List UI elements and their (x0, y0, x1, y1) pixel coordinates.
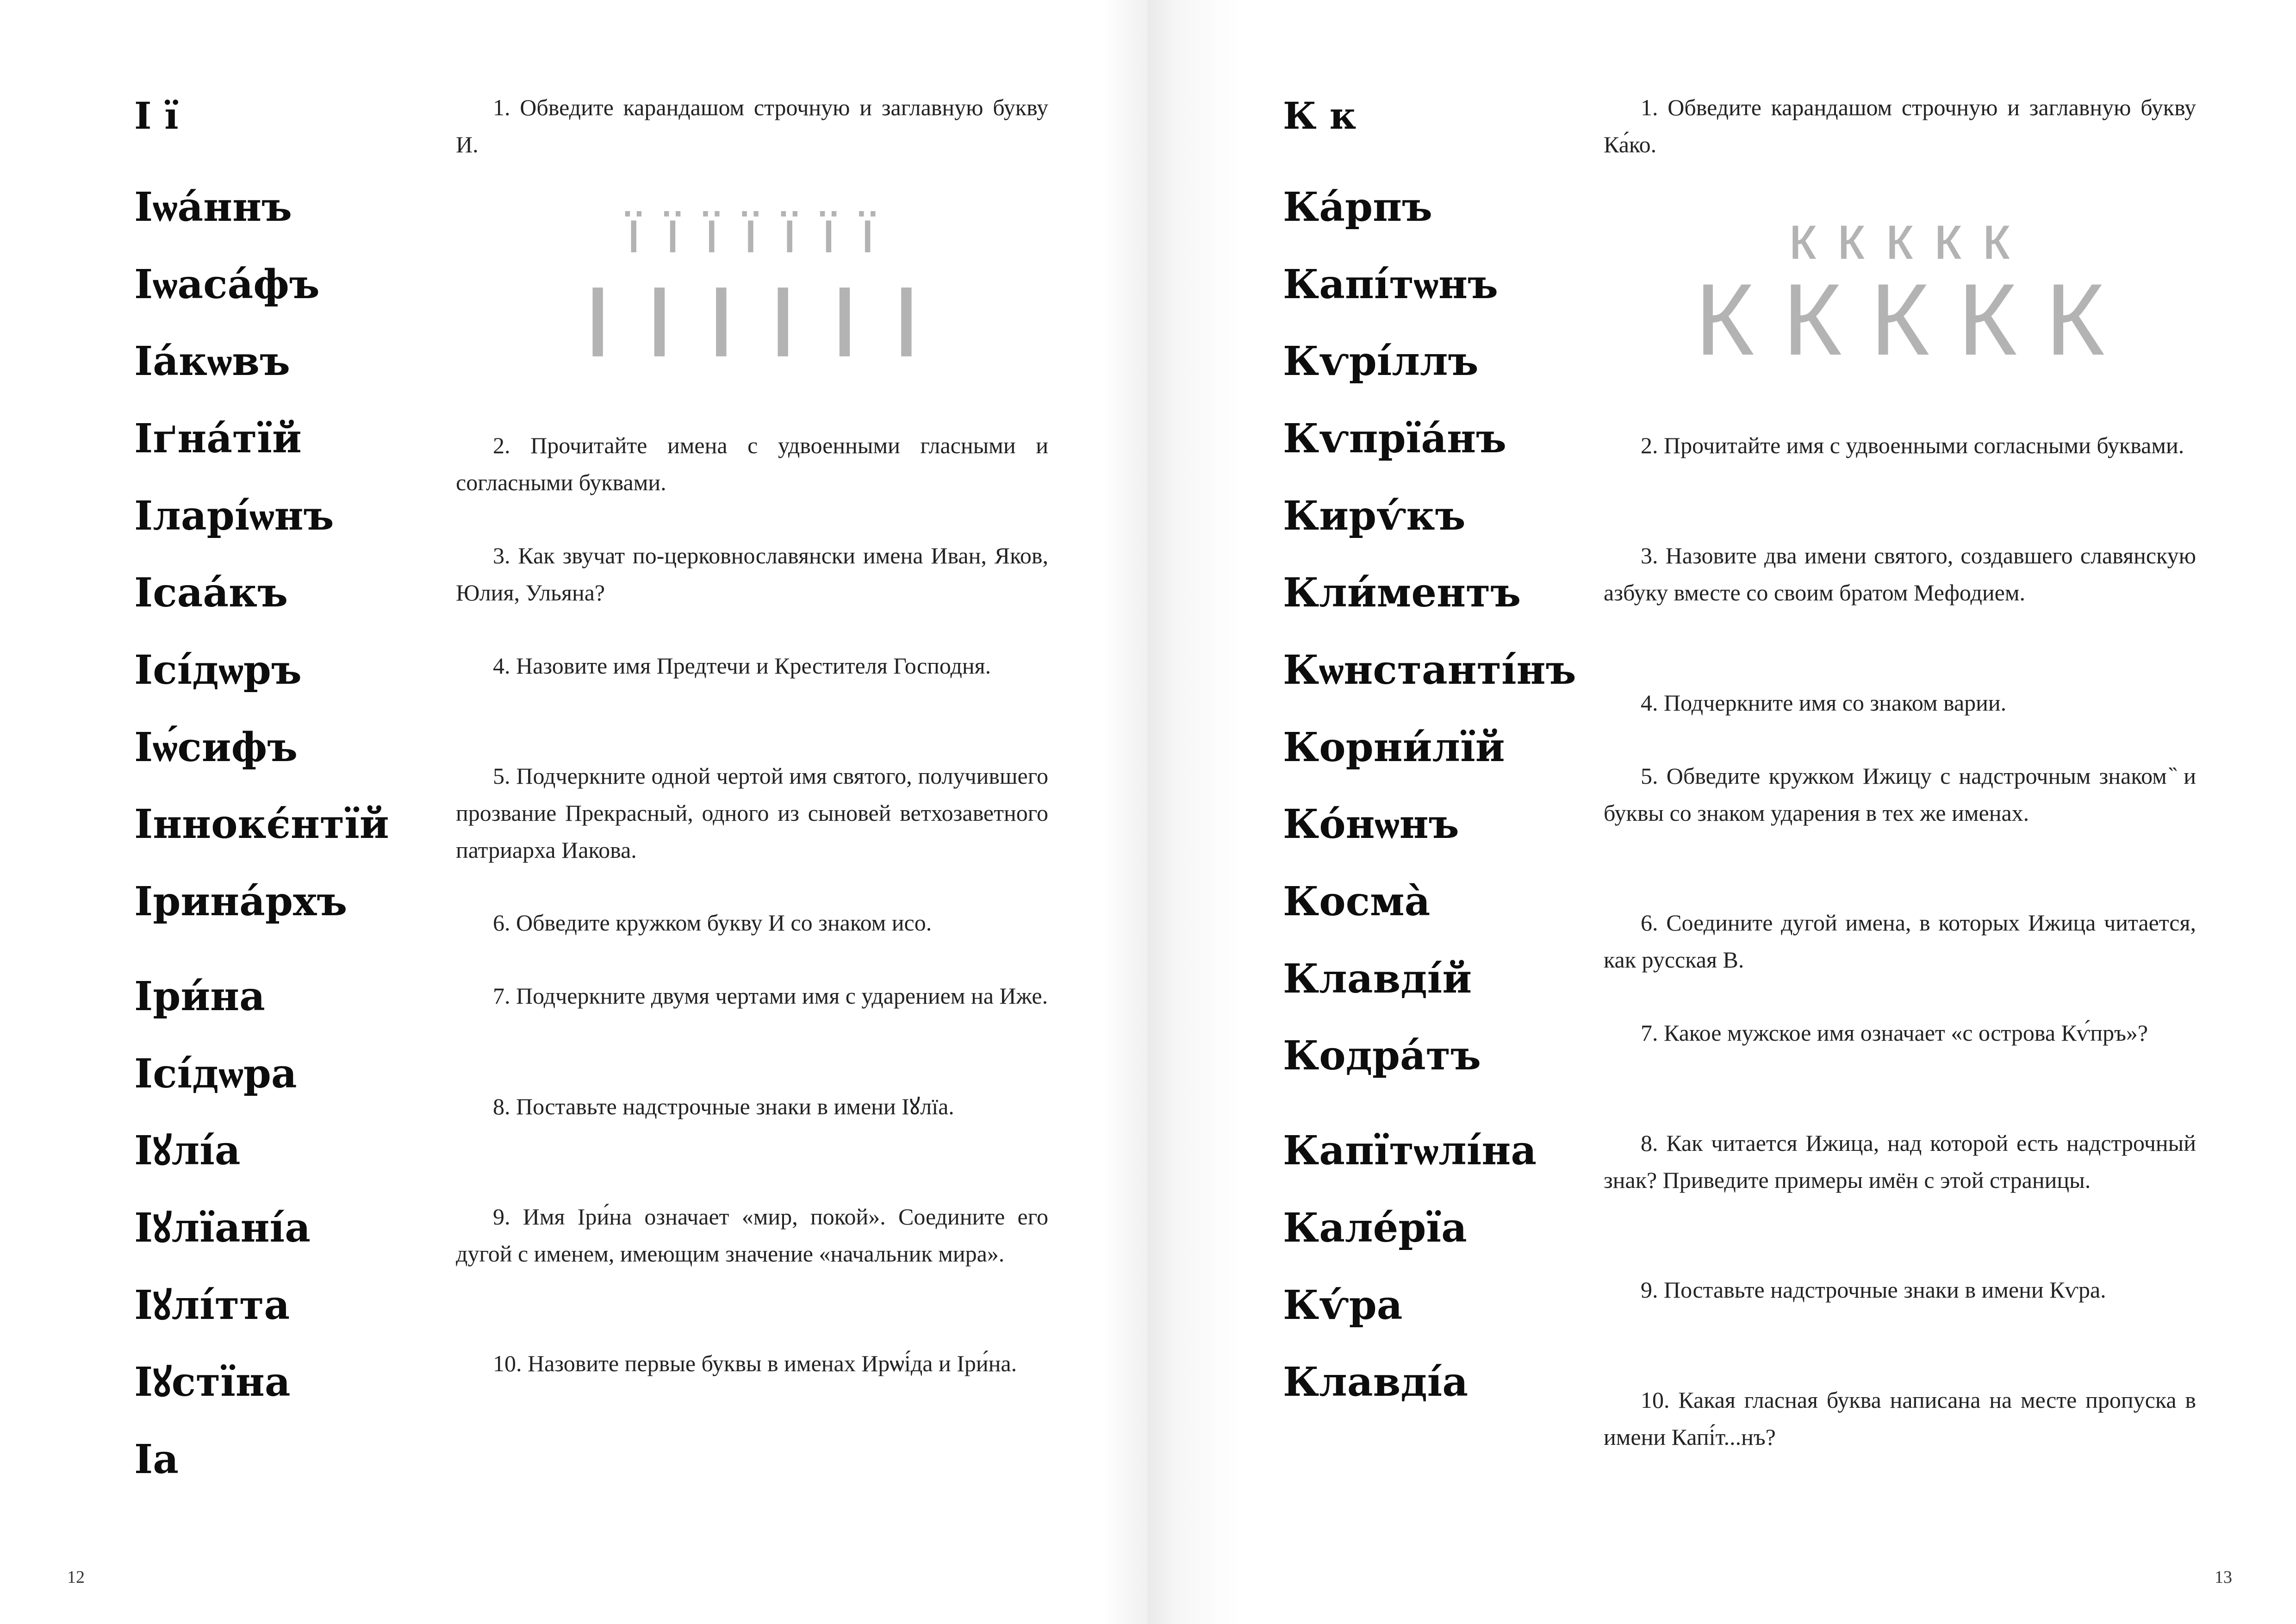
name-item: Іꙋлїані́а (134, 1205, 311, 1251)
name-item: Кѵпрїа́нъ (1283, 415, 1506, 462)
exercise-1: 1. Обведите карандашом строчную и заглавную букву И. (456, 94, 1048, 157)
exercise-1: 1. Обведите карандашом строчную и заглавную букву Ка́ко. (1604, 94, 2196, 157)
exercise-5: 5. Подчеркните одной чертой имя святого, получившего прозвание Прекрасный, одного из сыновей ветхозаветного патриарха Иакова. (456, 763, 1048, 863)
name-item: Іринáрхъ (134, 878, 348, 925)
name-item: Капїтѡлі́на (1283, 1127, 1537, 1174)
exercise-7: 7. Какое мужское имя означает «с острова Кѵ́пръ»? (1641, 1020, 2148, 1046)
name-item: Космà (1283, 878, 1431, 925)
name-item: Ко́нѡнъ (1283, 801, 1459, 848)
exercise-4: 4. Назовите имя Предтечи и Крестителя Господня. (493, 653, 991, 679)
right-page (1148, 0, 2296, 1624)
exercise-9: 9. Поставьте надстрочные знаки в имени Кѵра. (1641, 1277, 2106, 1303)
name-item: Капі́тѡнъ (1283, 261, 1498, 308)
exercise-4: 4. Подчеркните имя со знаком варии. (1641, 690, 2007, 716)
exercise-8: 8. Поставьте надстрочные знаки в имени Іꙋлїа. (493, 1093, 954, 1119)
name-item: Кли́ментъ (1283, 569, 1521, 616)
name-item: Іꙋлі́тта (134, 1282, 290, 1329)
exercise-3: 3. Назовите два имени святого, создавшего славянскую азбуку вместе со своим братом Мефодием. (1604, 543, 2196, 606)
spine-shadow (1101, 0, 1148, 1624)
exercise-9: 9. Имя Іри́на означает «мир, покой». Соедините его дугой с именем, имеющим значение «начальник мира». (456, 1204, 1048, 1267)
name-item: Ка́рпъ (1283, 184, 1433, 231)
exercise-5: 5. Обведите кружком Ижицу с надстрочным знаком ͏̏ и буквы со знаком ударения в тех же именах. (1604, 763, 2196, 826)
name-item: Кѵрі́ллъ (1283, 338, 1479, 385)
name-item: Іларі́ѡнъ (134, 493, 334, 539)
name-item: Кирѵ́къ (1283, 493, 1466, 539)
trace-row-uppercase-i: І І І І І І (582, 266, 922, 378)
trace-row-lowercase-i: ї ї ї ї ї ї ї (625, 198, 879, 265)
name-item: Кале́рїа (1283, 1205, 1467, 1251)
exercise-6: 6. Обведите кружком букву И со знаком исо. (493, 910, 932, 936)
letter-heading-i: І ї (134, 94, 179, 137)
exercise-column-k (1604, 0, 2196, 1624)
name-item: Іѡаса́фъ (134, 261, 320, 308)
name-item: Кѡнстанті́нъ (1283, 647, 1576, 693)
letter-heading-k: К к (1283, 94, 1356, 137)
name-item: Кѵ́ра (1283, 1282, 1403, 1329)
exercise-2: 2. Прочитайте имена с удвоенными гласными и согласными буквами. (456, 432, 1048, 495)
exercise-10: 10. Какая гласная буква написана на месте пропуска в имени Капі́т...нъ? (1604, 1387, 2196, 1450)
name-item: Іꙋстїна (134, 1359, 291, 1405)
page-number-left: 12 (67, 1568, 85, 1587)
exercise-column-i (456, 0, 1048, 1624)
trace-row-lowercase-k: к к к к к (1788, 202, 2011, 272)
name-item: Іѡа́ннъ (134, 184, 292, 231)
name-item: Клавді́й (1283, 956, 1472, 1002)
exercise-2: 2. Прочитайте имя с удвоенными согласными буквами. (1641, 432, 2184, 458)
exercise-6: 6. Соедините дугой имена, в которых Ижица читается, как русская В. (1604, 910, 2196, 973)
exercise-7: 7. Подчеркните двумя чертами имя с ударением на Иже. (493, 983, 1048, 1009)
exercise-8: 8. Как читается Ижица, над которой есть надстрочный знак? Приведите примеры имён с этой страницы. (1604, 1130, 2196, 1193)
name-column-k (1148, 0, 1576, 1624)
name-item: Кодра́тъ (1283, 1032, 1481, 1079)
name-item: Іа́кѡвъ (134, 338, 290, 385)
name-item: Корни́лїй (1283, 724, 1505, 771)
name-item: Іґна́тїй (134, 415, 302, 462)
name-column-i (0, 0, 417, 1624)
name-item: Ісі́дѡръ (134, 647, 302, 693)
name-item: Ісі́дѡра (134, 1050, 297, 1097)
exercise-10: 10. Назовите первые буквы в именах Ирѡі́да и Іри́на. (493, 1350, 1017, 1376)
name-item: Клавді́а (1283, 1359, 1468, 1405)
name-item: Іа (134, 1436, 179, 1483)
page-number-right: 13 (2215, 1568, 2232, 1587)
exercise-3: 3. Как звучат по-церковнославянски имена Иван, Яков, Юлия, Ульяна? (456, 543, 1048, 606)
name-item: Іꙋлі́а (134, 1127, 241, 1174)
name-item: Іѡ́сифъ (134, 724, 298, 771)
name-item: Іри́на (134, 973, 265, 1020)
trace-row-uppercase-k: К К К К К (1695, 262, 2105, 376)
name-item: Іннокє́нтїй (134, 801, 389, 848)
name-item: Ісаа́къ (134, 569, 288, 616)
